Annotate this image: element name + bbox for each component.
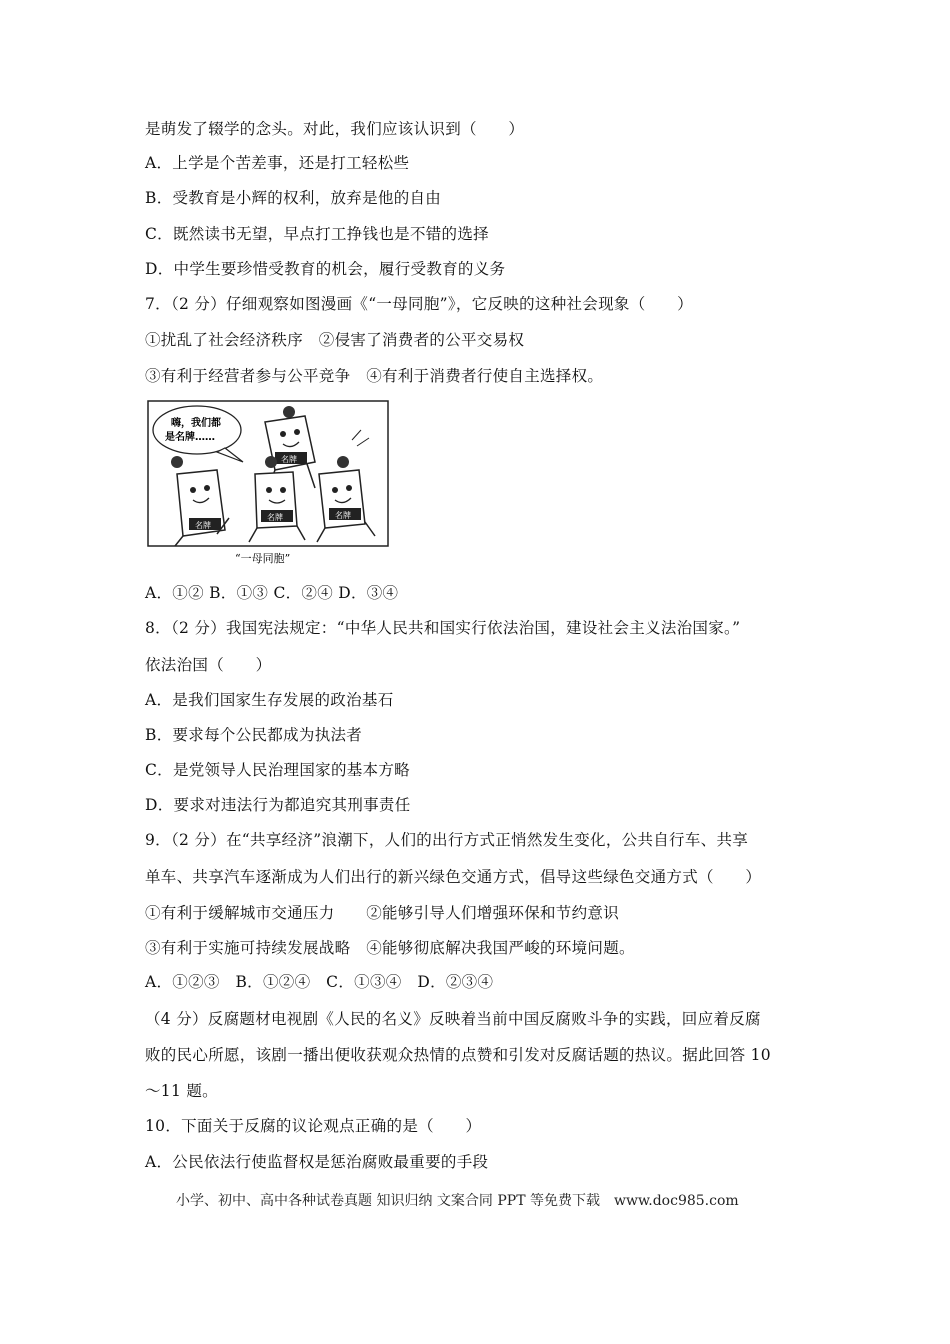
passage-line: （4 分）反腐题材电视剧《人民的名义》反映着当前中国反腐败斗争的实践，回应着反腐 — [145, 1010, 761, 1028]
option-d: D．中学生要珍惜受教育的机会，履行受教育的义务 — [145, 260, 506, 278]
option-a: A．公民依法行使监督权是惩治腐败最重要的手段 — [145, 1153, 489, 1171]
statement-line: ①有利于缓解城市交通压力 ②能够引导人们增强环保和节约意识 — [145, 904, 620, 922]
answer-options: A．①②③ B．①②④ C．①③④ D．②③④ — [145, 973, 494, 991]
question-8: 8．（2 分）我国宪法规定：“中华人民共和国实行依法治国，建设社会主义法治国家。” — [145, 619, 741, 637]
text-line: 是萌发了辍学的念头。对此，我们应该认识到（ ） — [145, 120, 525, 138]
text-line: 依法治国（ ） — [145, 656, 272, 674]
option-a: A．是我们国家生存发展的政治基石 — [145, 691, 394, 709]
svg-text:名牌: 名牌 — [335, 511, 351, 520]
option-c: C．是党领导人民治理国家的基本方略 — [145, 761, 410, 779]
speech-text: 是名牌…… — [165, 432, 215, 443]
option-d: D．要求对违法行为都追究其刑事责任 — [145, 796, 411, 814]
question-7: 7．（2 分）仔细观察如图漫画《“一母同胞”》，它反映的这种社会现象（ ） — [145, 295, 693, 313]
page-footer: 小学、初中、高中各种试卷真题 知识归纳 文案合同 PPT 等免费下载 www.doc985.com — [176, 1193, 739, 1209]
text-line: 单车、共享汽车逐渐成为人们出行的新兴绿色交通方式，倡导这些绿色交通方式（ ） — [145, 868, 762, 886]
option-c: C．既然读书无望，早点打工挣钱也是不错的选择 — [145, 225, 489, 243]
question-9: 9．（2 分）在“共享经济”浪潮下，人们的出行方式正悄然发生变化，公共自行车、共享 — [145, 831, 749, 849]
passage-line: 败的民心所愿，该剧一播出便收获观众热情的点赞和引发对反腐话题的热议。据此回答 10 — [145, 1046, 771, 1064]
speech-text: 嗨，我们都 — [171, 418, 221, 429]
option-b: B．受教育是小辉的权利，放弃是他的自由 — [145, 189, 442, 207]
answer-options: A．①② B．①③ C．②④ D．③④ — [145, 584, 399, 602]
statement-line: ①扰乱了社会经济秩序 ②侵害了消费者的公平交易权 — [145, 331, 525, 349]
option-a: A．上学是个苦差事，还是打工轻松些 — [145, 154, 410, 172]
svg-text:名牌: 名牌 — [195, 521, 211, 530]
statement-line: ③有利于实施可持续发展战略 ④能够彻底解决我国严峻的环境问题。 — [145, 939, 635, 957]
option-b: B．要求每个公民都成为执法者 — [145, 726, 363, 744]
statement-line: ③有利于经营者参与公平竞争 ④有利于消费者行使自主选择权。 — [145, 367, 604, 385]
svg-text:名牌: 名牌 — [267, 513, 283, 522]
cartoon-caption: “一母同胞” — [235, 552, 291, 565]
passage-line: ～11 题。 — [145, 1082, 218, 1100]
svg-text:名牌: 名牌 — [281, 455, 297, 464]
question-10: 10．下面关于反腐的议论观点正确的是（ ） — [145, 1117, 482, 1135]
cartoon-image — [147, 400, 389, 568]
